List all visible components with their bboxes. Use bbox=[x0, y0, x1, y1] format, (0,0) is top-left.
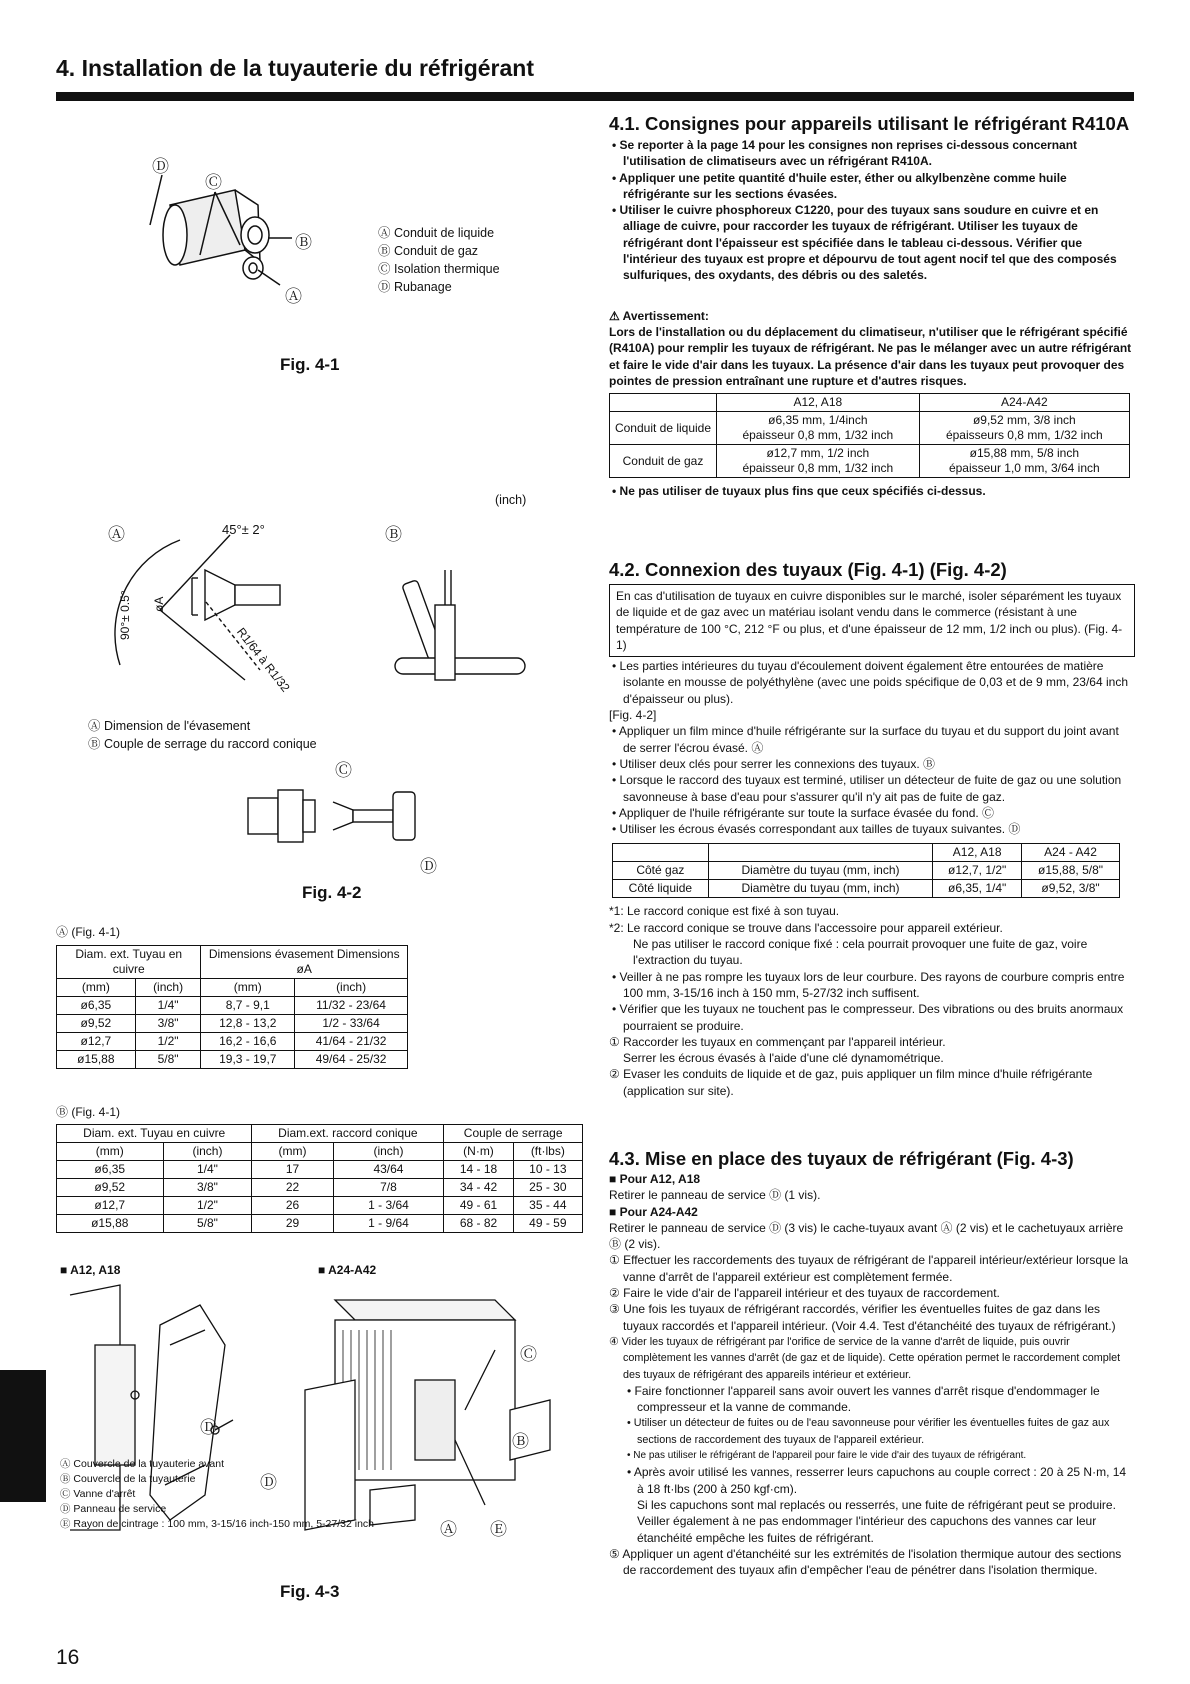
fig43-left-head: ■ A12, A18 bbox=[60, 1262, 120, 1278]
table-cell: 49 - 61 bbox=[444, 1197, 513, 1215]
fig43-marker-b: Ⓑ bbox=[512, 1432, 529, 1451]
insulation-note-box: En cas d'utilisation de tuyaux en cuivre disponibles sur le marché, isoler séparément les tuyaux de liquide et de gaz avec un matériau isolant vendu dans le commerce (résistant à une température de 100 °C, 212 °F ou plus, et d'une épaisseur de 12 mm, 1/2 inch ou plus). (Fig. 4-1) bbox=[609, 584, 1135, 657]
table-cell: 49 - 59 bbox=[513, 1215, 582, 1233]
table-cell: ø15,88, 5/8" bbox=[1022, 862, 1120, 880]
section-tab bbox=[0, 1370, 46, 1502]
table-row bbox=[57, 1051, 408, 1069]
table-row bbox=[57, 1033, 408, 1051]
table-b-unit: (inch) bbox=[333, 1143, 444, 1161]
table-cell: 43/64 bbox=[333, 1161, 444, 1179]
table-a-unit: (mm) bbox=[201, 979, 295, 997]
s43-sub: • Après avoir utilisé les vannes, resserrer leurs capuchons au couple correct : 20 à 25 N·m, 14 à 18 ft·lbs (200 à 250 kgf·cm). bbox=[609, 1464, 1135, 1497]
fig42-label: Fig. 4-2 bbox=[302, 883, 362, 902]
table-cell: 19,3 - 19,7 bbox=[201, 1051, 295, 1069]
fig42-dim-a: øA bbox=[152, 596, 166, 612]
table-cell: 1/2" bbox=[135, 1033, 201, 1051]
fig42-marker-b: Ⓑ bbox=[385, 525, 402, 544]
fig42-angle-top: 45°± 2° bbox=[222, 522, 265, 537]
s43-sub: • Utiliser un détecteur de fuites ou de l'eau savonneuse pour vérifier les éventuelles fuites de gaz aux sections de raccordement des tuyaux de l'appareil extérieur. bbox=[609, 1415, 1135, 1448]
flare-nut-col1: A12, A18 bbox=[933, 844, 1022, 862]
table-cell: 68 - 82 bbox=[444, 1215, 513, 1233]
fig43-marker-a: Ⓐ bbox=[440, 1520, 457, 1539]
fig41-legend-a: Ⓐ Conduit de liquide bbox=[378, 226, 495, 240]
table-cell-value: ø6,35 mm, 1/4inch bbox=[768, 413, 868, 428]
flare-nut-table bbox=[612, 843, 1120, 898]
table-cell-thickness: épaisseur 0,8 mm, 1/32 inch bbox=[742, 428, 894, 443]
s43-a24-text: Retirer le panneau de service Ⓓ (3 vis) le cache-tuyaux avant Ⓐ (2 vis) et le cachetuyaux arrière Ⓑ (2 vis). bbox=[609, 1220, 1124, 1252]
fig41-label: Fig. 4-1 bbox=[280, 355, 340, 374]
table-cell: 7/8 bbox=[333, 1179, 444, 1197]
section-4-2-title: 4.2. Connexion des tuyaux (Fig. 4-1) (Fig. 4-2) bbox=[609, 559, 1007, 580]
section-4-1 bbox=[609, 113, 1135, 499]
table-b-unit: (mm) bbox=[252, 1143, 333, 1161]
fig43-legend-e: Ⓔ Rayon de cintrage : 100 mm, 3-15/16 inch-150 mm, 5-27/32 inch bbox=[60, 1518, 374, 1530]
table-cell bbox=[717, 445, 920, 478]
table-cell: Côté gaz bbox=[613, 862, 709, 880]
table-cell: ø15,88 bbox=[57, 1051, 136, 1069]
s43-sub4b: Si les capuchons sont mal replacés ou resserrés, une fuite de réfrigérant peut se produire. Veiller également à ne pas endommager l'intérieur des capuchons des vannes car leur étanchéité empêche les fuites de réfrigérant. bbox=[637, 1497, 1116, 1545]
table-row bbox=[57, 1015, 408, 1033]
table-cell: 1/2 - 33/64 bbox=[295, 1015, 408, 1033]
table-cell: 14 - 18 bbox=[444, 1161, 513, 1179]
s43-sub: • Ne pas utiliser le réfrigérant de l'appareil pour faire le vide d'air des tuyaux de réfrigérant. bbox=[609, 1448, 1135, 1464]
s41-bullet: • Appliquer une petite quantité d'huile ester, éther ou alkylbenzène comme huile réfrigérante sur les sections évasées. bbox=[609, 170, 1135, 203]
fig41-legend-d: Ⓓ Rubanage bbox=[378, 280, 452, 294]
fig43-marker-d-left: Ⓓ bbox=[200, 1418, 217, 1437]
table-cell: 12,8 - 13,2 bbox=[201, 1015, 295, 1033]
s41-bullet: • Se reporter à la page 14 pour les consignes non reprises ci-dessous concernant l'utilisation de climatiseurs avec un réfrigérant R410A. bbox=[609, 137, 1135, 170]
table-cell-thickness: épaisseurs 0,8 mm, 1/32 inch bbox=[945, 428, 1103, 443]
fig42-legend-b: Ⓑ Couple de serrage du raccord conique bbox=[88, 737, 317, 751]
flare-dimension-table bbox=[56, 945, 408, 1069]
table-cell: ø15,88 bbox=[57, 1215, 164, 1233]
table-row bbox=[57, 1179, 583, 1197]
table-cell: ø9,52, 3/8" bbox=[1022, 880, 1120, 898]
fig41-marker-d: Ⓓ bbox=[152, 157, 169, 176]
table-cell: ø6,35 bbox=[57, 1161, 164, 1179]
fig41-legend-b: Ⓑ Conduit de gaz bbox=[378, 244, 479, 258]
fig43-marker-d-right: Ⓓ bbox=[260, 1473, 277, 1492]
table-cell: ø6,35, 1/4" bbox=[933, 880, 1022, 898]
table-b-h2: Diam.ext. raccord conique bbox=[252, 1125, 444, 1143]
table-cell bbox=[708, 844, 933, 862]
table-row bbox=[610, 445, 1130, 478]
fig42-marker-a: Ⓐ bbox=[108, 525, 125, 544]
table-cell: 1/4" bbox=[135, 997, 201, 1015]
table-a-unit: (inch) bbox=[135, 979, 201, 997]
s41-after-table: • Ne pas utiliser de tuyaux plus fins que ceux spécifiés ci-dessus. bbox=[609, 483, 1135, 499]
s42-note1: *1: Le raccord conique est fixé à son tuyau. bbox=[609, 904, 840, 919]
table-b-h3: Couple de serrage bbox=[444, 1125, 583, 1143]
fig42-flare-drawing bbox=[110, 520, 350, 720]
table-row bbox=[57, 1161, 583, 1179]
table-a-unit: (mm) bbox=[57, 979, 136, 997]
table-cell: Côté liquide bbox=[613, 880, 709, 898]
table-cell-thickness: épaisseur 0,8 mm, 1/32 inch bbox=[742, 461, 894, 476]
section-4-1-title: 4.1. Consignes pour appareils utilisant le réfrigérant R410A bbox=[609, 113, 1130, 134]
fig41-marker-a: Ⓐ bbox=[285, 287, 302, 306]
s42-note2b: Ne pas utiliser le raccord conique fixé : cela pourrait provoquer une fuite de gaz, voire l'extraction du tuyau. bbox=[633, 937, 1088, 968]
fig43-right-head: ■ A24-A42 bbox=[318, 1262, 376, 1278]
s43-a24-head: ■ Pour A24-A42 bbox=[609, 1204, 1135, 1220]
s42-fig-ref: [Fig. 4-2] bbox=[609, 708, 657, 723]
table-cell: 1 - 9/64 bbox=[333, 1215, 444, 1233]
fig43-label: Fig. 4-3 bbox=[280, 1582, 340, 1601]
table-cell: ø6,35 bbox=[57, 997, 136, 1015]
table-cell: Diamètre du tuyau (mm, inch) bbox=[708, 862, 933, 880]
s43-step4: ④ Vider les tuyaux de réfrigérant par l'orifice de service de la vanne d'arrêt de liquide, puis ouvrir complètement les vannes d'arrêt (de gaz et de liquide). Cette opération permet le raccordement complet des tuyaux de réfrigérant des appareils intérieur et extérieur. bbox=[609, 1335, 1121, 1381]
fig42-marker-d: Ⓓ bbox=[420, 857, 437, 876]
fig42-legend bbox=[88, 717, 317, 753]
fig43-legend-b: Ⓑ Couvercle de la tuyauterie bbox=[60, 1473, 196, 1485]
fig43-legend-c: Ⓒ Vanne d'arrêt bbox=[60, 1488, 136, 1500]
table-cell: 17 bbox=[252, 1161, 333, 1179]
table-cell: Diamètre du tuyau (mm, inch) bbox=[708, 880, 933, 898]
s43-sub: • Faire fonctionner l'appareil sans avoir ouvert les vannes d'arrêt risque d'endommager le compresseur et la vanne de commande. bbox=[609, 1383, 1135, 1416]
table-b-h1: Diam. ext. Tuyau en cuivre bbox=[57, 1125, 252, 1143]
table-cell: 11/32 - 23/64 bbox=[295, 997, 408, 1015]
s42-bullet: • Appliquer un film mince d'huile réfrigérante sur la surface du tuyau et du support du joint avant de serrer l'écrou évasé. Ⓐ bbox=[609, 723, 1135, 756]
fig43-marker-c: Ⓒ bbox=[520, 1345, 537, 1364]
title-rule bbox=[56, 92, 1134, 101]
table-cell bbox=[919, 445, 1129, 478]
table-cell: 1 - 3/64 bbox=[333, 1197, 444, 1215]
table-cell: 29 bbox=[252, 1215, 333, 1233]
warning-title: ⚠ Avertissement: bbox=[609, 308, 709, 323]
table-cell bbox=[613, 844, 709, 862]
fig43-marker-e: Ⓔ bbox=[490, 1520, 507, 1539]
table-cell bbox=[610, 394, 717, 412]
table-a-caption: Ⓐ (Fig. 4-1) bbox=[56, 925, 121, 939]
table-cell bbox=[717, 412, 920, 445]
s43-a12-text: Retirer le panneau de service Ⓓ (1 vis). bbox=[609, 1188, 821, 1203]
s42-bullet: • Les parties intérieures du tuyau d'écoulement doivent également être entourées de matière isolante en mousse de polyéthylène (avec une poids spécifique de 0,03 et de 9 mm, 23/64 inch d'épaisseur ou plus). bbox=[609, 658, 1135, 707]
table-b-unit: (ft·lbs) bbox=[513, 1143, 582, 1161]
table-row bbox=[57, 997, 408, 1015]
table-cell: 1/4" bbox=[163, 1161, 252, 1179]
s42-bullet: • Utiliser les écrous évasés correspondant aux tailles de tuyaux suivantes. Ⓓ bbox=[609, 821, 1135, 837]
table-b-unit: (N·m) bbox=[444, 1143, 513, 1161]
s43-step2: ② Faire le vide d'air de l'appareil intérieur et des tuyaux de raccordement. bbox=[609, 1286, 1000, 1301]
table-cell-value: ø9,52 mm, 3/8 inch bbox=[972, 413, 1076, 428]
s43-step5: ⑤ Appliquer un agent d'étanchéité sur les extrémités de l'isolation thermique autour des sections de raccordement des tuyaux afin d'empêcher l'eau de pénétrer dans l'isolation thermique. bbox=[609, 1546, 1122, 1578]
table-a-h2: Dimensions évasement Dimensions øA bbox=[201, 946, 408, 979]
s42-step1b: Serrer les écrous évasés à l'aide d'une clé dynamométrique. bbox=[623, 1051, 944, 1066]
torque-table bbox=[56, 1124, 583, 1233]
section-4-2 bbox=[609, 559, 1135, 1099]
fig41-legend bbox=[378, 224, 500, 296]
fig43-legend bbox=[60, 1457, 374, 1532]
fig42-angle-side: 90°± 0.5° bbox=[118, 590, 132, 640]
table-cell: ø12,7 bbox=[57, 1033, 136, 1051]
s42-bullet: • Appliquer de l'huile réfrigérante sur toute la surface évasée du fond. Ⓒ bbox=[609, 805, 1135, 821]
fig41-marker-c: Ⓒ bbox=[205, 173, 222, 192]
table-cell-thickness: épaisseur 1,0 mm, 3/64 inch bbox=[948, 461, 1100, 476]
fig42-marker-c: Ⓒ bbox=[335, 761, 352, 780]
section-4-3-title: 4.3. Mise en place des tuyaux de réfrigérant (Fig. 4-3) bbox=[609, 1148, 1074, 1169]
table-cell: 34 - 42 bbox=[444, 1179, 513, 1197]
table-cell: ø12,7, 1/2" bbox=[933, 862, 1022, 880]
s42-step2: ② Evaser les conduits de liquide et de gaz, puis appliquer un film mince d'huile réfrigérante (application sur site). bbox=[609, 1067, 1093, 1098]
s42-note2: *2: Le raccord conique se trouve dans l'accessoire pour appareil extérieur. bbox=[609, 920, 1003, 935]
fig41-legend-c: Ⓒ Isolation thermique bbox=[378, 262, 500, 276]
table-row bbox=[610, 412, 1130, 445]
table-cell: 16,2 - 16,6 bbox=[201, 1033, 295, 1051]
warning-text: Lors de l'installation ou du déplacement du climatiseur, n'utiliser que le réfrigérant spécifié (R410A) pour remplir les tuyaux de réfrigérant. Ne pas le mélanger avec un autre réfrigérant et faire le vide d'air dans les tuyaux. La présence d'air dans les tuyaux peut provoquer des pointes de pression entraînant une rupture et d'autres risques. bbox=[609, 324, 1132, 388]
flare-nut-col2: A24 - A42 bbox=[1022, 844, 1120, 862]
table-cell bbox=[919, 412, 1129, 445]
table-a-unit: (inch) bbox=[295, 979, 408, 997]
pipe-spec-col2: A24-A42 bbox=[919, 394, 1129, 412]
fig42-radius: R1/64 à R1/32 bbox=[233, 625, 293, 695]
fig43-legend-a: Ⓐ Couvercle de la tuyauterie avant bbox=[60, 1458, 225, 1470]
fig42-wrench-drawing bbox=[385, 560, 535, 690]
s42-bullet: • Lorsque le raccord des tuyaux est terminé, utiliser un détecteur de fuite de gaz ou une solution savonneuse à base d'eau pour s'assurer qu'il n'y ait pas de fuite de gaz. bbox=[609, 772, 1135, 805]
table-cell: ø9,52 bbox=[57, 1179, 164, 1197]
table-row bbox=[57, 1215, 583, 1233]
s42-bullet: • Veiller à ne pas rompre les tuyaux lors de leur courbure. Des rayons de courbure compris entre 100 mm, 3-15/16 inch à 150 mm, 5-27/32 inch suffisent. bbox=[609, 969, 1135, 1002]
table-cell: ø12,7 bbox=[57, 1197, 164, 1215]
table-b-unit: (mm) bbox=[57, 1143, 164, 1161]
table-cell: ø9,52 bbox=[57, 1015, 136, 1033]
table-cell: 5/8" bbox=[135, 1051, 201, 1069]
table-b-caption: Ⓑ (Fig. 4-1) bbox=[56, 1105, 121, 1119]
table-a-h1: Diam. ext. Tuyau en cuivre bbox=[57, 946, 201, 979]
fig42-union-drawing bbox=[238, 780, 458, 850]
s41-bullet: • Utiliser le cuivre phosphoreux C1220, pour des tuyaux sans soudure en cuivre et en alliage de cuivre, pour raccorder les tuyaux de réfrigérant. Utiliser les tuyaux de réfrigérant dont l'épaisseur est spécifiée dans le tableau ci-dessous. Vérifier que l'intérieur des tuyaux est propre et dépourvu de tout agent nocif tel que des composés sulfuriques, des oxydants, des débris ou des saletés. bbox=[609, 202, 1135, 283]
s43-step1: ① Effectuer les raccordements des tuyaux de réfrigérant de l'appareil intérieur/extérieur lorsque la vanne d'arrêt de l'appareil extérieur est complètement fermée. bbox=[609, 1253, 1129, 1284]
fig42-inch-note: (inch) bbox=[495, 493, 527, 507]
table-cell: 10 - 13 bbox=[513, 1161, 582, 1179]
s42-bullet: • Vérifier que les tuyaux ne touchent pas le compresseur. Des vibrations ou des bruits anormaux pourraient se produire. bbox=[609, 1001, 1135, 1034]
table-cell-value: ø12,7 mm, 1/2 inch bbox=[766, 446, 870, 461]
table-cell: 8,7 - 9,1 bbox=[201, 997, 295, 1015]
table-cell: 26 bbox=[252, 1197, 333, 1215]
table-cell: 25 - 30 bbox=[513, 1179, 582, 1197]
s42-bullet: • Utiliser deux clés pour serrer les connexions des tuyaux. Ⓑ bbox=[609, 756, 1135, 772]
fig41-marker-b: Ⓑ bbox=[295, 233, 312, 252]
table-cell: 49/64 - 25/32 bbox=[295, 1051, 408, 1069]
table-cell: Conduit de gaz bbox=[610, 445, 717, 478]
fig43-legend-d: Ⓓ Panneau de service bbox=[60, 1503, 167, 1515]
table-cell: Conduit de liquide bbox=[610, 412, 717, 445]
table-cell: 5/8" bbox=[163, 1215, 252, 1233]
s43-a12-head: ■ Pour A12, A18 bbox=[609, 1171, 1135, 1187]
page-title: 4. Installation de la tuyauterie du réfrigérant bbox=[56, 55, 535, 81]
table-b-unit: (inch) bbox=[163, 1143, 252, 1161]
table-cell: 3/8" bbox=[163, 1179, 252, 1197]
table-row bbox=[57, 1197, 583, 1215]
fig42-legend-a: Ⓐ Dimension de l'évasement bbox=[88, 719, 251, 733]
table-cell-value: ø15,88 mm, 5/8 inch bbox=[969, 446, 1080, 461]
pipe-spec-col1: A12, A18 bbox=[717, 394, 920, 412]
section-4-3 bbox=[609, 1148, 1135, 1578]
s43-step3: ③ Une fois les tuyaux de réfrigérant raccordés, vérifier les éventuelles fuites de gaz dans les tuyaux raccordés et l'appareil intérieur. (Voir 4.4. Test d'étanchéité des tuyaux de réfrigérant.) bbox=[609, 1302, 1116, 1333]
table-row bbox=[613, 862, 1120, 880]
table-row bbox=[613, 880, 1120, 898]
table-cell: 3/8" bbox=[135, 1015, 201, 1033]
table-cell: 22 bbox=[252, 1179, 333, 1197]
pipe-spec-table bbox=[609, 393, 1130, 478]
table-cell: 41/64 - 21/32 bbox=[295, 1033, 408, 1051]
page-number: 16 bbox=[56, 1646, 80, 1669]
table-cell: 35 - 44 bbox=[513, 1197, 582, 1215]
s42-step1: ① Raccorder les tuyaux en commençant par l'appareil intérieur. bbox=[609, 1034, 946, 1049]
table-cell: 1/2" bbox=[163, 1197, 252, 1215]
